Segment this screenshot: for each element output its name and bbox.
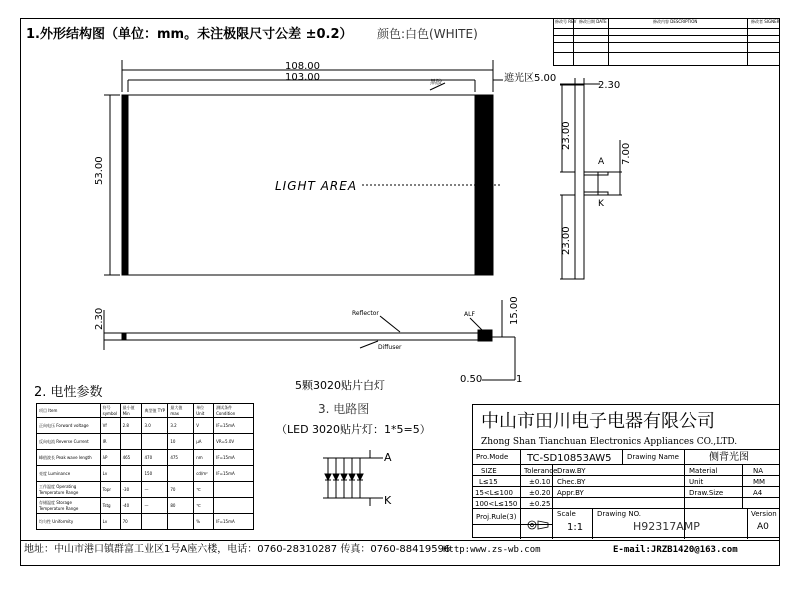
company-name-en: Zhong Shan Tianchuan Electronics Appliances CO.,LTD. [481, 437, 738, 447]
tol-value-1: ±0.10 [529, 478, 551, 486]
footer-divider [20, 540, 780, 541]
draw-by-label: Draw.BY [557, 467, 586, 475]
cathode-label: K [598, 199, 604, 209]
black-tape-label: 黑胶 [430, 79, 443, 86]
size-label: SIZE [481, 467, 497, 475]
light-area-label: LIGHT AREA [275, 179, 358, 193]
col-unit: 单位 Unit [194, 404, 214, 418]
table-row: 工作温度 Operating Temperature Range Topr -30 — 70 ℃ [37, 482, 254, 498]
drawing-name-value: 侧背光图 [709, 452, 749, 463]
drawing-no-value: H92317AMP [633, 520, 700, 533]
projection-symbol-icon [527, 519, 549, 531]
alf-label: ALF [464, 311, 475, 318]
table-row: 正向电压 Forward voltage Vf 2.8 3.0 3.2 V IF=15mA [37, 418, 254, 434]
tol-value-3: ±0.25 [529, 500, 551, 508]
rev-header-description: 修改内容 DESCRIPTION [653, 19, 698, 24]
rev-header-signer: 修改者 SIGNER [751, 19, 780, 24]
drawing-no-label: Drawing NO. [597, 510, 642, 518]
chec-by-label: Chec.BY [557, 478, 586, 486]
unit-value: MM [753, 478, 766, 486]
dim-7: 7.00 [621, 142, 632, 165]
proj-rule-label: Proj.Rule(3) [476, 513, 517, 521]
shading-label: 遮光区5.00 [504, 73, 557, 84]
col-typ: 典型值 TYP [142, 404, 168, 418]
electrical-title: 2. 电性参数 [34, 385, 103, 400]
circuit-subtitle: （LED 3020贴片灯：1*5=5） [276, 423, 431, 436]
led-note: 5颗3020贴片白灯 [295, 379, 385, 392]
tolerance-label: Tolerance [524, 467, 558, 475]
draw-size-label: Draw.Size [689, 489, 724, 497]
dim-15: 15.00 [509, 296, 520, 325]
col-item: 项目 Item [37, 404, 101, 418]
dim-23-upper: 23.00 [561, 121, 572, 150]
diffuser-label: Diffuser [378, 344, 402, 351]
table-row: 存储温度 Storage Temperature Range Tstg -40 — 80 ℃ [37, 498, 254, 514]
color-note: 颜色:白色(WHITE) [377, 27, 478, 41]
dim-2-30-top: 2.30 [598, 80, 621, 91]
electrical-table [36, 403, 254, 530]
version-label: Version [751, 510, 777, 518]
dim-53: 53.00 [94, 156, 105, 185]
dim-23-lower: 23.00 [561, 226, 572, 255]
table-row: 均匀性 Uniformity Lv 70 % IF=15mA [37, 514, 254, 530]
tol-range-3: 100<L≤150 [475, 500, 518, 508]
circuit-cathode-label: K [384, 494, 392, 507]
reflector-label: Reflector [352, 310, 379, 317]
pro-mode-label: Pro.Mode [476, 453, 509, 461]
col-symbol: 符号 symbol [100, 404, 120, 418]
rev-header-date: 修改日期 DATE [579, 19, 607, 24]
col-max: 最大值 max [168, 404, 194, 418]
table-row: 峰值波长 Peak wave length λP 465 470 475 nm IF=15mA [37, 450, 254, 466]
tol-range-1: L≤15 [479, 478, 498, 486]
company-name-cn: 中山市田川电子电器有限公司 [481, 411, 715, 432]
dim-103: 103.00 [285, 72, 320, 83]
drawing-title: 1.外形结构图（单位：mm。未注极限尺寸公差 ±0.2） [26, 27, 353, 42]
scale-value: 1:1 [567, 522, 584, 533]
tol-value-2: ±0.20 [529, 489, 551, 497]
draw-size-value: A4 [753, 489, 763, 497]
rev-header-rev: 修改号 REV [555, 19, 577, 24]
unit-label: Unit [689, 478, 704, 486]
col-condition: 测试条件 Condition [214, 404, 254, 418]
table-row: 亮度 Luminance Lv 150 cd/m² IF=15mA [37, 466, 254, 482]
table-row: 反向电流 Reverse Current IR 10 μA VR=5.0V [37, 434, 254, 450]
dim-2-30-side: 2.30 [94, 307, 105, 330]
drawing-name-label: Drawing Name [627, 453, 679, 461]
footer-website: Http:www.zs-wb.com [443, 545, 541, 555]
circuit-title: 3. 电路图 [318, 402, 370, 416]
scale-label: Scale [557, 510, 576, 518]
pro-mode-value: TC-SD10853AW5 [527, 453, 612, 464]
appr-by-label: Appr.BY [557, 489, 584, 497]
title-block [472, 404, 780, 538]
footer-email: E-mail:JRZB1420@163.com [613, 545, 738, 555]
dim-0-50: 0.50 [460, 374, 483, 385]
tol-range-2: 15<L≤100 [475, 489, 513, 497]
anode-label: A [598, 157, 605, 167]
circuit-anode-label: A [384, 451, 392, 464]
footer-address: 地址：中山市港口镇群富工业区1号A座六楼，电话：0760-28310287 传真：0760-88419596 [24, 544, 451, 555]
dim-108: 108.00 [285, 61, 320, 72]
side-view-outline [575, 85, 584, 279]
version-value: A0 [757, 522, 769, 532]
col-min: 最小值 Min [120, 404, 142, 418]
dim-1: 1 [516, 374, 523, 385]
material-value: NA [753, 467, 764, 475]
material-label: Material [689, 467, 718, 475]
